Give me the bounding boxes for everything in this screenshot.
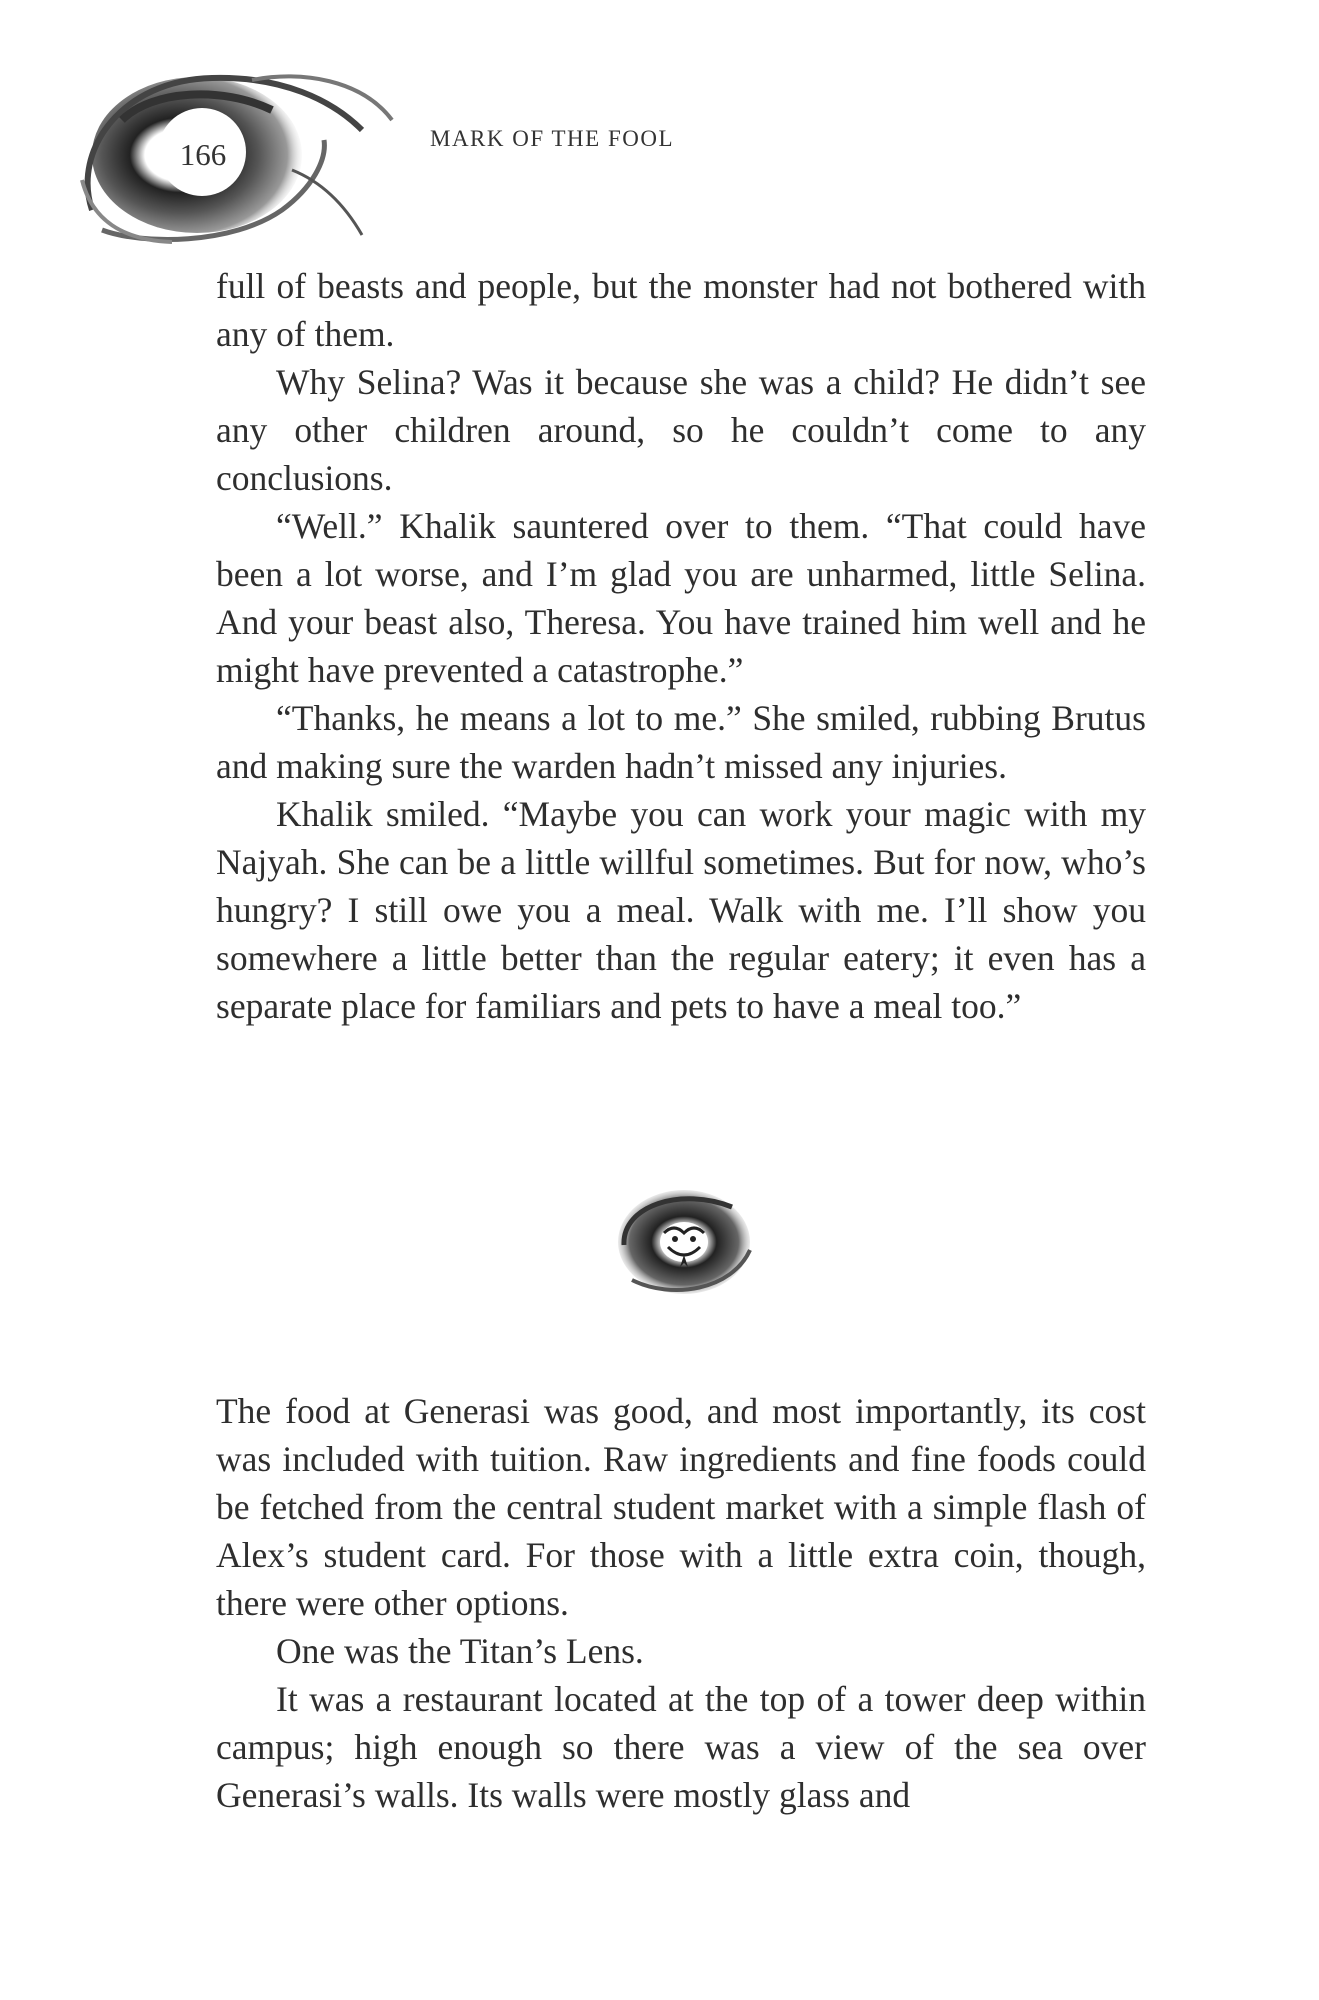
paragraph: full of beasts and people, but the monster had not bothered with any of them. [216, 266, 1146, 354]
paragraph: One was the Titan’s Lens. [276, 1631, 644, 1671]
paragraph: Khalik smiled. “Maybe you can work your magic with my Najyah. She can be a little willful sometimes. But for now, who’s hungry? I still owe you a meal. Walk with me. I’ll show you somewhere a little better than the regular eatery; it even has a separate place for familiars and pets to have a meal too.” [216, 794, 1146, 1026]
paragraph: It was a restaurant located at the top of a tower deep within campus; high enough so there was a view of the sea over Generasi’s walls. Its walls were mostly glass and [216, 1679, 1146, 1815]
running-head: MARK OF THE FOOL [430, 126, 675, 151]
page-number: 166 [179, 137, 227, 172]
jester-mask-ornament-icon [612, 1185, 757, 1300]
paragraph: “Thanks, he means a lot to me.” She smiled, rubbing Brutus and making sure the warden hadn’t missed any injuries. [216, 698, 1146, 786]
paragraph: Why Selina? Was it because she was a child? He didn’t see any other children around, so he couldn’t come to any conclusions. [216, 362, 1146, 498]
paragraph: “Well.” Khalik sauntered over to them. “That could have been a lot worse, and I’m glad you are unharmed, little Selina. And your beast also, Theresa. You have trained him well and he might have prevented a catastrophe.” [216, 506, 1146, 690]
text-section-2 [216, 1387, 1146, 1819]
text-section-1 [216, 262, 1146, 1030]
paragraph: The food at Generasi was good, and most importantly, its cost was included with tuition. Raw ingredients and fine foods could be fetched from the central student market with a simple flash of Alex’s student card. For those with a little extra coin, though, there were other options. [216, 1391, 1146, 1623]
